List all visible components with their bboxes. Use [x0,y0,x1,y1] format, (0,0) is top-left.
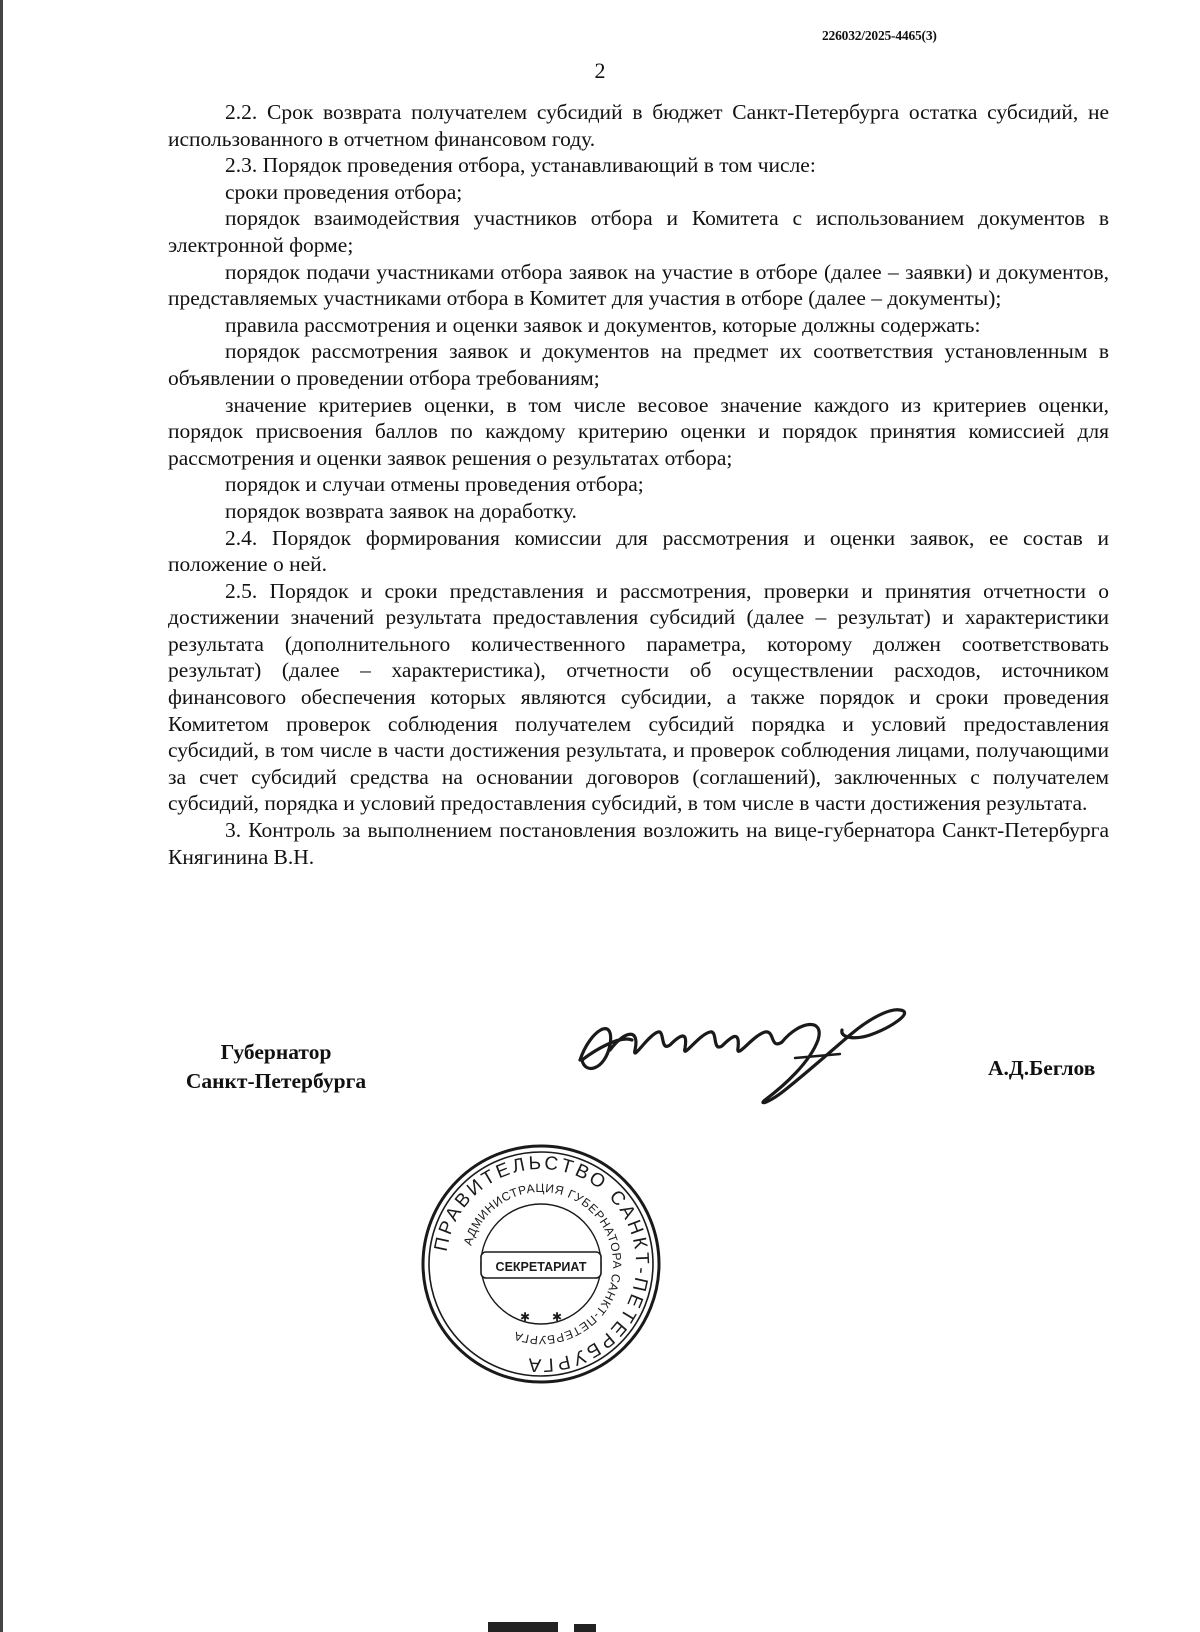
paragraph-3: 3. Контроль за выполнением постановления возложить на вице-губернатора Санкт-Петербурга Княгинина В.Н. [168,818,1109,869]
handwritten-signature [570,990,950,1110]
signatory-title-line2: Санкт-Петербурга [185,1069,367,1093]
paragraph-cancellation: порядок и случаи отмены проведения отбора; [225,472,644,497]
scan-artifact [488,1622,558,1632]
scan-artifact [574,1624,596,1632]
page-number: 2 [594,58,606,83]
seal-inner-text: АДМИНИСТРАЦИЯ ГУБЕРНАТОРА САНКТ-ПЕТЕРБУРГА [460,1180,625,1348]
paragraph-2-5: 2.5. Порядок и сроки представления и рассмотрения, проверки и принятия отчетности о достижении значений результата предоставления субсидий (далее – результат) и характеристики результата (дополнительного количественного параметра, которому должен соответствовать результат) (далее – характеристика), отчетности об осуществлении расходов, источником финансового обеспечения которых являются субсидии, а также порядок и сроки проведения Комитетом проверок соблюдения получателем субсидий порядка и условий предоставления субсидий, в том числе в части достижения результата, и проверок соблюдения лицами, получающими за счет субсидий средства на основании договоров (соглашений), заключенных с получателем субсидий, порядка и условий предоставления субсидий, в том числе в части достижения результата. [168,578,1109,816]
paragraph-review-rules: правила рассмотрения и оценки заявок и документов, которые должны содержать: [225,312,981,337]
paragraph-evaluation-criteria: значение критериев оценки, в том числе весовое значение каждого из критериев оценки, порядок присвоения баллов по каждому критерию оценки и порядок принятия комиссией для рассмотрения и оценки заявок решения о результатах отбора; [168,392,1109,470]
seal-outer-text: ПРАВИТЕЛЬСТВО САНКТ-ПЕТЕРБУРГА [430,1152,653,1376]
official-seal [420,1143,662,1385]
paragraph-selection-terms: сроки проведения отбора; [225,179,463,204]
paragraph-return-for-revision: порядок возврата заявок на доработку. [225,498,577,523]
paragraph-review-order: порядок рассмотрения заявок и документов на предмет их соответствия установленным в объявлении о проведении отбора требованиям; [168,339,1109,390]
seal-star-right: ✱ [552,1310,563,1324]
paragraph-2-3: 2.3. Порядок проведения отбора, устанавливающий в том числе: [225,153,816,178]
signatory-title [170,1038,382,1096]
paragraph-application-submission: порядок подачи участниками отбора заявок на участие в отборе (далее – заявки) и документов, представляемых участниками отбора в Комитет для участия в отборе (далее – документы); [168,259,1109,311]
paragraph-2-4: 2.4. Порядок формирования комиссии для рассмотрения и оценки заявок, ее состав и положение о ней. [168,525,1109,577]
signatory-title-line1: Губернатор [220,1040,332,1064]
paragraph-interaction-order: порядок взаимодействия участников отбора и Комитета с использованием документов в электронной форме; [168,206,1109,257]
document-number: 226032/2025-4465(3) [822,28,937,43]
scan-edge-line [0,0,3,1632]
seal-center-text: СЕКРЕТАРИАТ [495,1260,587,1274]
paragraph-2-2: 2.2. Срок возврата получателем субсидий в бюджет Санкт-Петербурга остатка субсидий, не использованного в отчетном финансовом году. [168,100,1109,151]
document-body [168,99,1109,870]
seal-star-left: ✱ [520,1310,531,1324]
signatory-name: А.Д.Беглов [988,1056,1096,1080]
